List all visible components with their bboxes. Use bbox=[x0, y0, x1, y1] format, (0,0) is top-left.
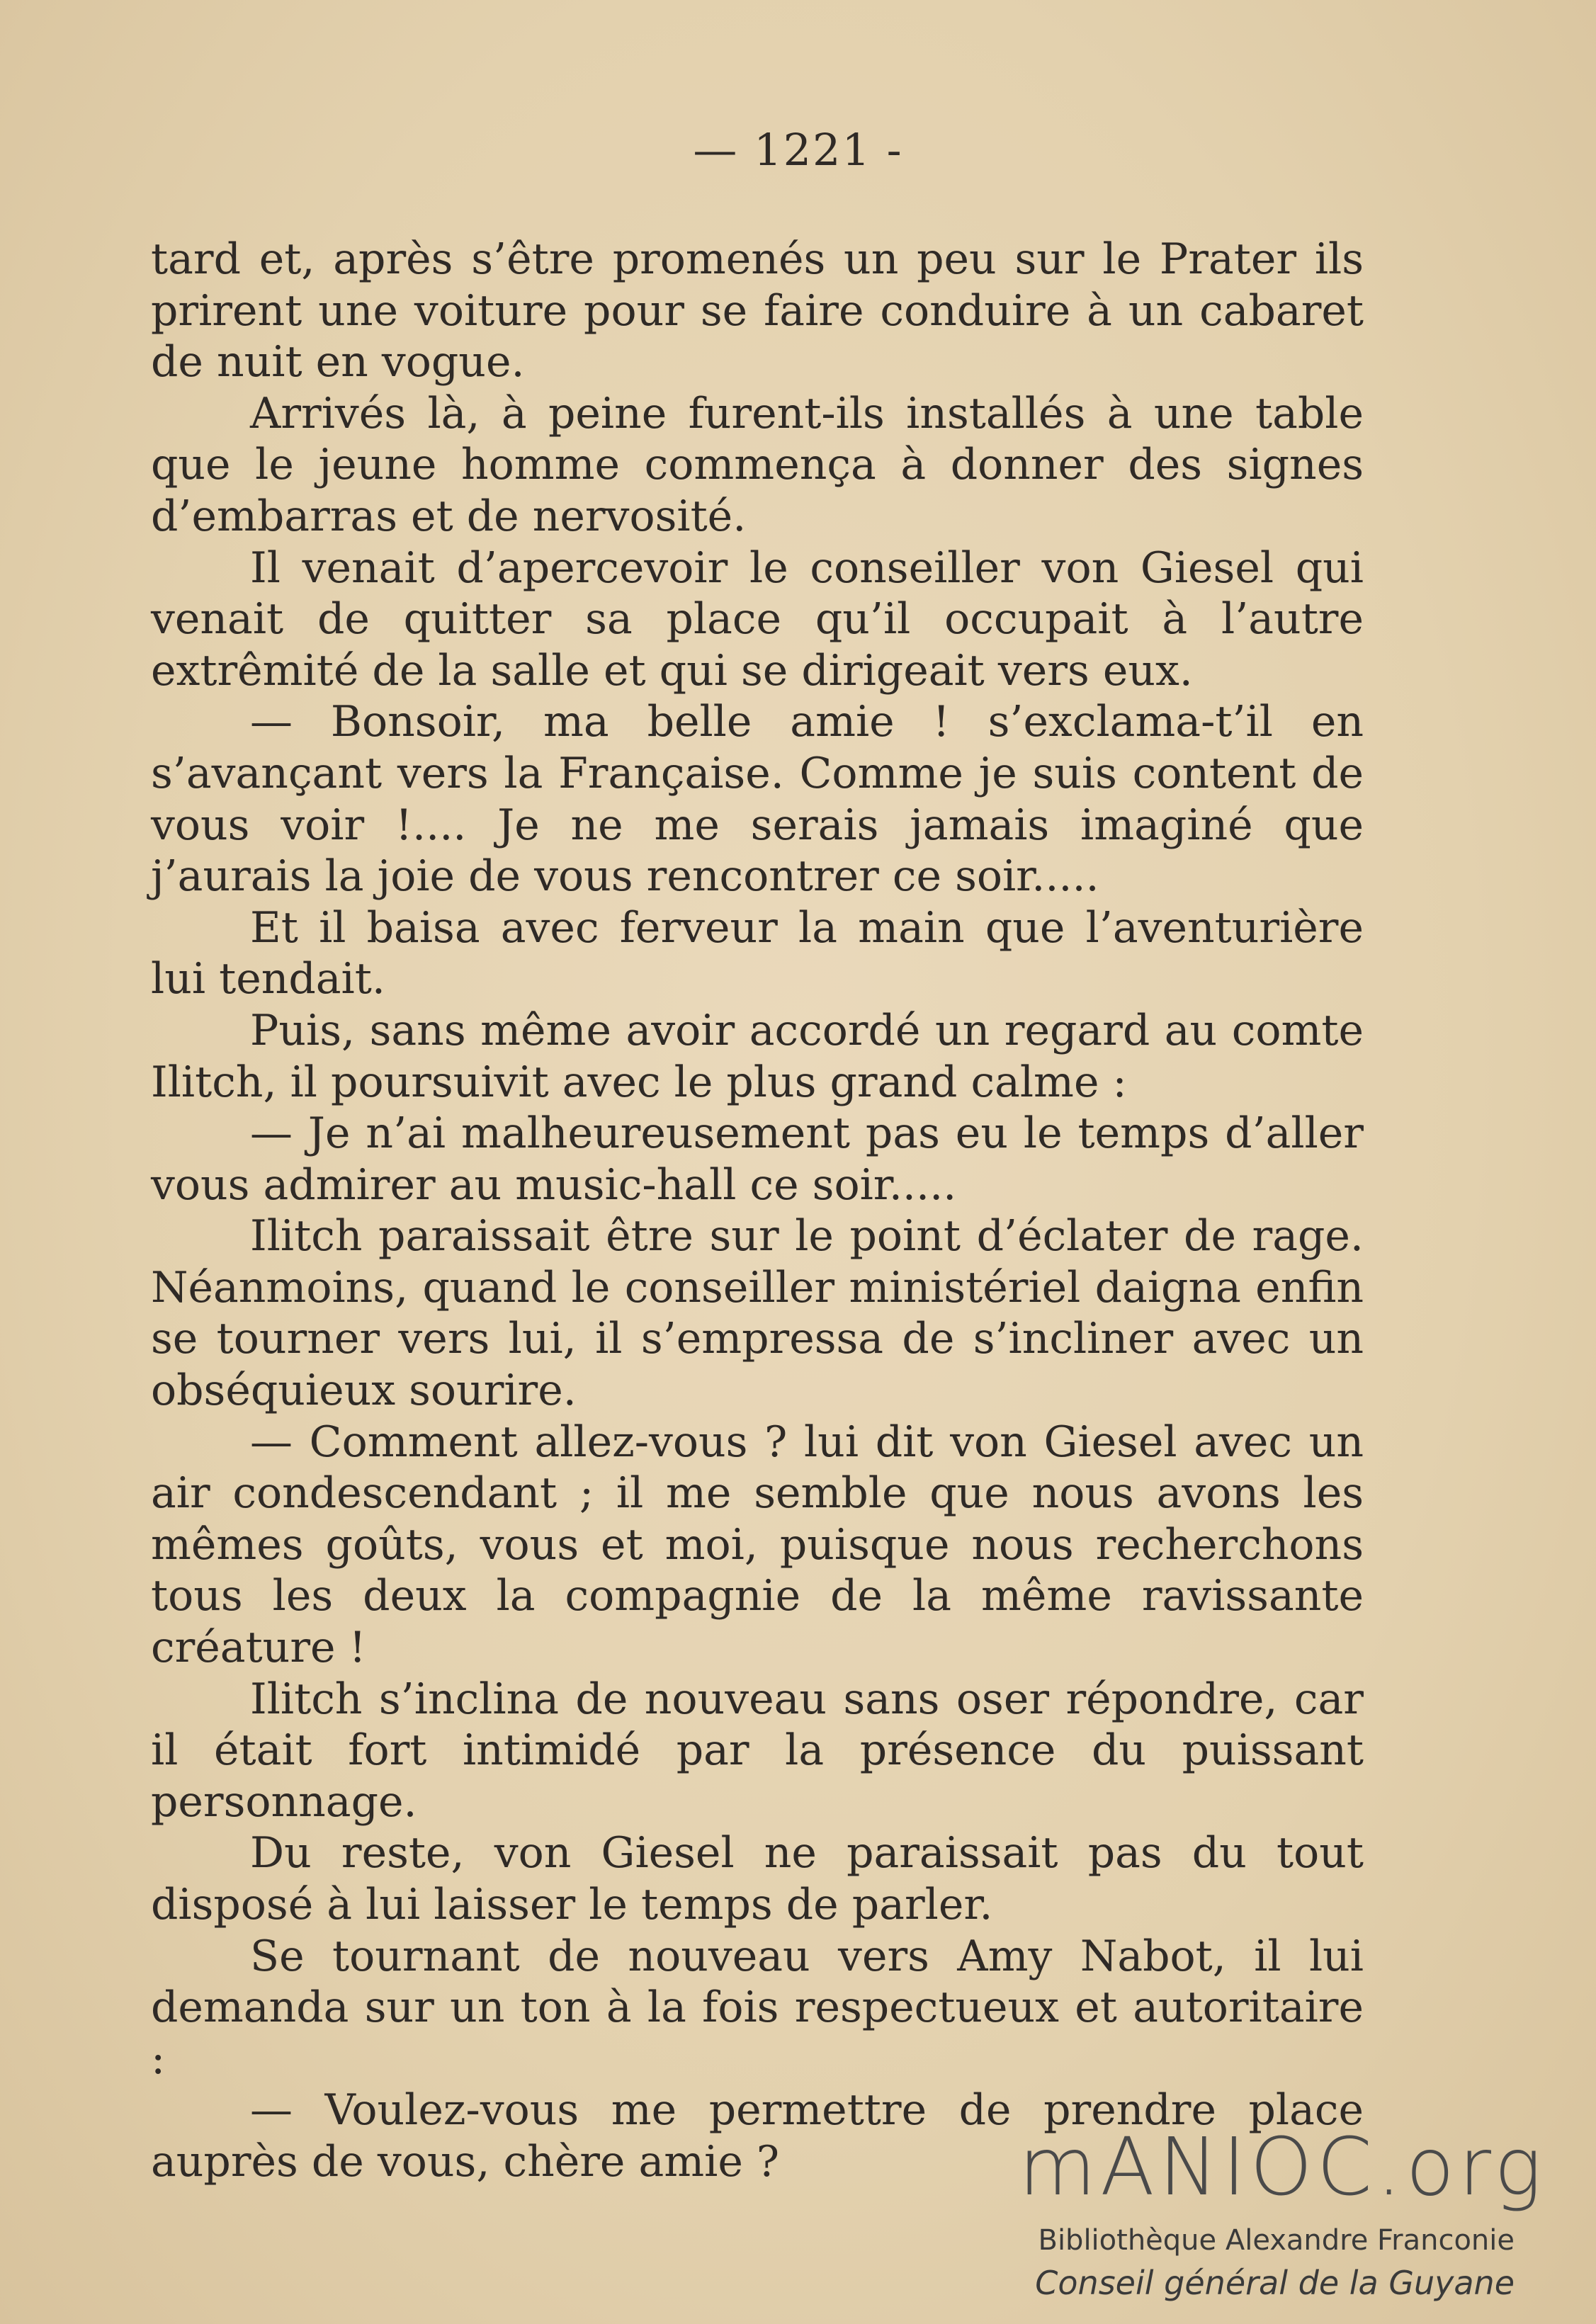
paragraph: Ilitch s’inclina de nouveau sans oser répondre, car il était fort intimidé par la présence du puissant personnage. bbox=[151, 1674, 1364, 1827]
paragraph: Du reste, von Giesel ne paraissait pas du tout disposé à lui laisser le temps de parler. bbox=[151, 1828, 1364, 1929]
paragraph: — Je n’ai malheureusement pas eu le temps d’aller vous admirer au music-hall ce soir..... bbox=[151, 1109, 1364, 1210]
manioc-watermark bbox=[1019, 2121, 1546, 2302]
paragraph: — Comment allez-vous ? lui dit von Giesel avec un air condescendant ; il me semble que nous avons les mêmes goûts, vous et moi, puisque nous recherchons tous les deux la compagnie de la même ravissante créature ! bbox=[151, 1417, 1364, 1673]
body-text bbox=[151, 234, 1364, 2188]
paragraph: Se tournant de nouveau vers Amy Nabot, il lui demanda sur un ton à la fois respectueux et autoritaire : bbox=[151, 1931, 1364, 2084]
paragraph: — Voulez-vous me permettre de prendre place auprès de vous, chère amie ? bbox=[151, 2085, 1364, 2187]
council-name: Conseil général de la Guyane bbox=[1035, 2264, 1515, 2302]
paragraph: Ilitch paraissait être sur le point d’éclater de rage. Néanmoins, quand le conseiller ministériel daigna enfin se tourner vers lui, il s’empressa de s’incliner avec un obséquieux sourire. bbox=[151, 1211, 1364, 1416]
page-number: — 1221 - bbox=[693, 124, 903, 176]
paragraph: Puis, sans même avoir accordé un regard au comte Ilitch, il poursuivit avec le plus grand calme : bbox=[151, 1005, 1364, 1107]
paragraph: Il venait d’apercevoir le conseiller von Giesel qui venait de quitter sa place qu’il occupait à l’autre extrêmité de la salle et qui se dirigeait vers eux. bbox=[151, 543, 1364, 696]
paragraph: Arrivés là, à peine furent-ils installés à une table que le jeune homme commença à donner des signes d’embarras et de nervosité. bbox=[151, 388, 1364, 541]
library-name: Bibliothèque Alexandre Franconie bbox=[1038, 2224, 1515, 2257]
paragraph: Et il baisa avec ferveur la main que l’aventurière lui tendait. bbox=[151, 902, 1364, 1004]
paragraph: — Bonsoir, ma belle amie ! s’exclama-t’il en s’avançant vers la Française. Comme je suis content de vous voir !.... Je ne me serais jamais imaginé que j’aurais la joie de vous rencontrer ce soir..... bbox=[151, 697, 1364, 902]
manioc-logo: mANIOC.org bbox=[1019, 2121, 1546, 2214]
paragraph: tard et, après s’être promenés un peu sur le Prater ils prirent une voiture pour se faire conduire à un cabaret de nuit en vogue. bbox=[151, 234, 1364, 387]
